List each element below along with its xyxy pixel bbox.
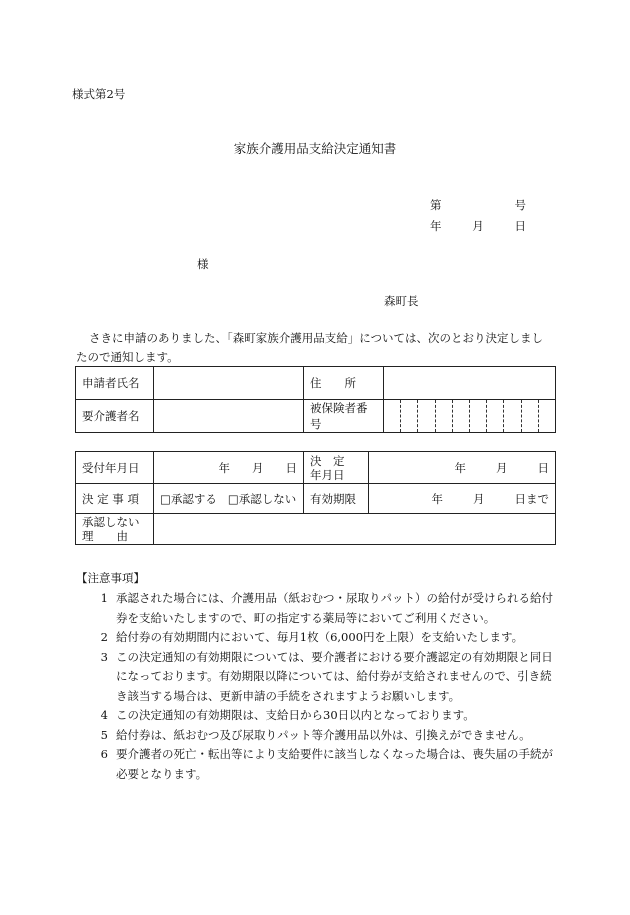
notes-heading: 【注意事項】	[76, 571, 145, 585]
approve-checkbox[interactable]: □承認する	[160, 491, 217, 506]
decision-label: 決 定 事 項	[76, 484, 154, 514]
care-recipient-label: 要介護者名	[76, 400, 154, 433]
applicant-table	[75, 366, 556, 433]
decision-date-label: 決 定 年月日	[304, 452, 369, 484]
issue-date	[430, 218, 526, 234]
received-date-value[interactable]: 年 月 日	[154, 452, 304, 484]
decision-date-value[interactable]: 年 月 日	[369, 452, 556, 484]
validity-label: 有効期限	[304, 484, 369, 514]
note-item: 5 給付券は、紙おむつ及び尿取りパット等介護用品以外は、引換えができません。	[100, 727, 531, 742]
note-item: 6 要介護者の死亡・転出等により支給要件に該当しなくなった場合は、喪失届の手続が必要となります。	[100, 747, 553, 781]
note-item: 3 この決定通知の有効期限については、要介護者における要介護認定の有効期限と同日になっております。有効期限以降については、給付券が支給されませんので、引き続き該当する場合は、更新申請の手続をされますようお願いします。	[100, 649, 553, 703]
note-item: 4 この決定通知の有効期限は、支給日から30日以内となっております。	[100, 708, 475, 722]
address-value[interactable]	[384, 367, 556, 400]
reject-checkbox[interactable]: □承認しない	[227, 491, 297, 506]
note-item: 2 給付券の有効期間内において、毎月1枚（6,000円を上限）を支給いたします。	[100, 630, 524, 644]
date-day: 日	[514, 219, 526, 233]
document-title: 家族介護用品支給決定通知書	[233, 141, 397, 156]
note-item: 1 承認された場合には、介護用品（紙おむつ・尿取りパット）の給付が受けられる給付券を支給いたしますので、町の指定する薬局等においてご利用ください。	[100, 591, 553, 625]
form-number: 様式第2号	[72, 87, 126, 101]
doc-no-suffix: 号	[514, 198, 526, 212]
received-date-label: 受付年月日	[76, 452, 154, 484]
intro-text: さきに申請のありました、「森町家族介護用品支給」については、次のとおり決定しましたので通知します。	[76, 331, 544, 364]
insured-number-boxes	[384, 400, 555, 432]
reject-reason-value[interactable]	[154, 514, 556, 545]
insured-number-value[interactable]	[384, 400, 556, 433]
applicant-name-value[interactable]	[154, 367, 304, 400]
doc-no-prefix: 第	[430, 198, 442, 212]
address-label: 住 所	[304, 367, 384, 400]
reject-reason-label: 承認しない 理 由	[76, 514, 154, 545]
date-year: 年	[430, 219, 442, 233]
insured-number-label: 被保険者番号	[304, 400, 384, 433]
issuer: 森町長	[384, 294, 419, 308]
care-recipient-value[interactable]	[154, 400, 304, 433]
applicant-name-label: 申請者氏名	[76, 367, 154, 400]
validity-value[interactable]: 年 月 日まで	[369, 484, 556, 514]
addressee-suffix: 様	[197, 257, 209, 271]
date-month: 月	[472, 219, 484, 233]
notes-section	[76, 570, 556, 784]
decision-options	[154, 484, 304, 514]
decision-table	[75, 451, 556, 545]
document-number	[430, 197, 526, 213]
